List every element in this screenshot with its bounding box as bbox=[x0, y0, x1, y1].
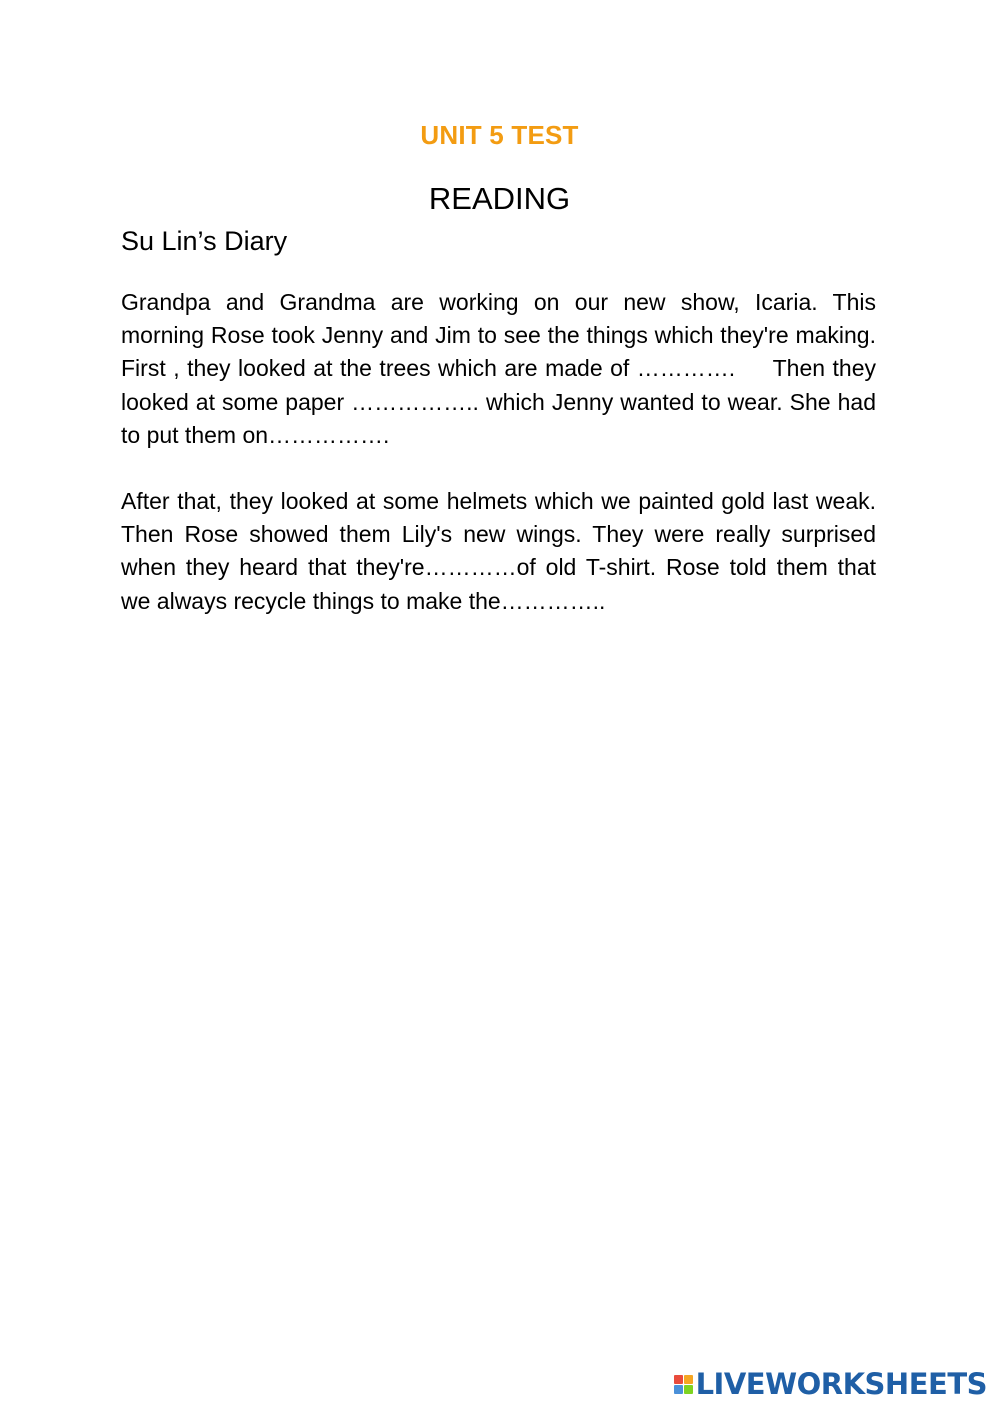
logo-square-green bbox=[684, 1385, 693, 1394]
reading-paragraph-1: Grandpa and Grandma are working on our new show, Icaria. This morning Rose took Jenny and Jim to see the things which they're making. First , they looked at the trees which are made of …………. Then they looked at some paper …………….. which Jenny wanted to wear. She had to put them on……………. bbox=[121, 289, 876, 448]
brand-text: LIVEWORKSHEETS bbox=[695, 1367, 987, 1401]
logo-square-orange bbox=[684, 1375, 693, 1384]
unit-title: UNIT 5 TEST bbox=[420, 120, 579, 150]
liveworksheets-branding bbox=[674, 1366, 987, 1402]
logo-square-red bbox=[674, 1375, 683, 1384]
logo-square-blue bbox=[674, 1385, 683, 1394]
liveworksheets-logo-icon bbox=[674, 1375, 693, 1394]
section-title: READING bbox=[428, 181, 571, 216]
diary-title: Su Lin’s Diary bbox=[121, 226, 288, 256]
reading-paragraph-2: After that, they looked at some helmets which we painted gold last weak. Then Rose showed them Lily's new wings. They were really surprised when they heard that they're…………of old T-shirt. Rose told them that we always recycle things to make the………….. bbox=[121, 488, 876, 614]
